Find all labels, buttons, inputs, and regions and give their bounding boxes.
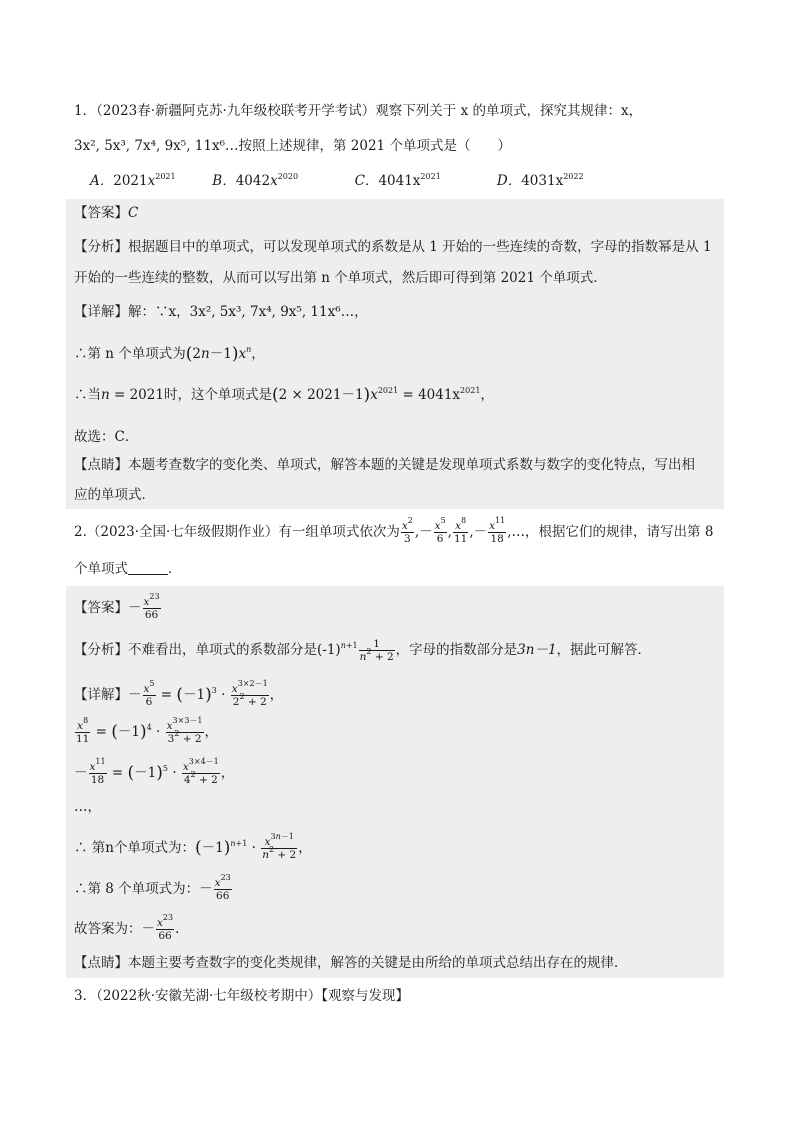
q1-analysis-line-2: 开始的一些连续的整数，从而可以写出第 n 个单项式，然后即可得到第 2021 个单项式． bbox=[74, 270, 607, 286]
q2-general-term: ∴ 第n个单项式为：$(-1)^{n+1}$ · $\frac{x^{3n-1}}{n^2 + 2}$ ， bbox=[74, 832, 312, 861]
answer-blank[interactable] bbox=[128, 560, 168, 575]
analysis-tag: 【分析】 bbox=[74, 239, 128, 255]
q2-eighth-term: ∴第 8 个单项式为：－ $\frac{x^{23}}{66}$ bbox=[74, 873, 231, 902]
q2-stem-line-2: 个单项式 ． bbox=[74, 561, 182, 577]
answer-tag: 【答案】 bbox=[74, 600, 128, 616]
q1-stem-line-1: 1．（2023春·新疆阿克苏·九年级校联考开学考试）观察下列关于 x 的单项式，探究其规律：x， bbox=[74, 103, 643, 119]
q1-detail-line-4: 故选：C． bbox=[74, 429, 139, 445]
q1-comment-line-2: 应的单项式． bbox=[74, 487, 155, 503]
comment-tag: 【点睛】 bbox=[74, 955, 128, 971]
q2-answer: 【答案】－ $\frac{x^{23}}{66}$ bbox=[74, 592, 160, 621]
q1-option-a[interactable]: A．$2021x^{2021}$ bbox=[90, 172, 176, 189]
answer-tag: 【答案】 bbox=[74, 205, 128, 221]
comment-tag: 【点睛】 bbox=[74, 457, 128, 473]
q1-comment-line-1: 【点睛】本题考查数字的变化类、单项式，解答本题的关键是发现单项式系数与数字的变化特点，写出相 bbox=[74, 457, 695, 473]
q2-final-answer: 故答案为：－ $\frac{x^{23}}{66}$ ． bbox=[74, 913, 189, 942]
q1-analysis-line-1: 【分析】根据题目中的单项式，可以发现单项式的系数是从 1 开始的一些连续的奇数，字母的指数幂是从 1 bbox=[74, 239, 712, 255]
detail-tag: 【详解】 bbox=[74, 304, 128, 320]
q1-n-equals: n = 2021 bbox=[101, 387, 164, 403]
q2-stem-line-1: 2.（2023·全国·七年级假期作业）有一组单项式依次为 $\frac{x^2}{3}$ ,－ $\frac{x^5}{6}$ , $\frac{x^8}{11}$ ,－ $\frac{x^{11}}{18}$ ,…，根据它们的规律，请写出第 8 bbox=[74, 516, 714, 545]
q1-result-expr: $(2 \times 2021-1)x^{2021} = 4041x^{2021}$ bbox=[271, 385, 481, 405]
q1-option-c[interactable]: C．$4041x^{2021}$ bbox=[354, 172, 441, 189]
q2-comment: 【点睛】本题主要考查数字的变化类规律，解答的关键是由所给的单项式总结出存在的规律． bbox=[74, 955, 628, 971]
q1-options bbox=[90, 171, 740, 191]
q1-detail-line-2: ∴第 n 个单项式为$(2n-1)x^n$， bbox=[74, 344, 265, 364]
q1-option-d[interactable]: D．$4031x^{2022}$ bbox=[496, 172, 584, 189]
q1-option-b[interactable]: B．$4042x^{2020}$ bbox=[212, 172, 299, 189]
q1-detail-line-1: 【详解】解：∵x，3x², 5x³, 7x⁴, 9x⁵, 11x⁶…， bbox=[74, 304, 368, 320]
q2-detail-line-1: 【详解】－ $\frac{x^5}{6}$ = $(-1)^3$ · $\frac{x^{3\times 2-1}}{2^2 + 2}$ ， bbox=[74, 679, 284, 708]
q2-sequence: $\frac{x^2}{3}$ ,－ $\frac{x^5}{6}$ , $\frac{x^8}{11}$ ,－ $\frac{x^{11}}{18}$ ,… bbox=[401, 516, 526, 545]
q2-detail-line-2: $\frac{x^8}{11}$ = $(-1)^4$ · $\frac{x^{3\times 3-1}}{3^2 + 2}$ ， bbox=[76, 716, 219, 745]
detail-tag: 【详解】 bbox=[74, 687, 128, 703]
q3-stem-line-1: 3．（2022秋·安徽芜湖·七年级校考期中）【观察与发现】 bbox=[74, 988, 410, 1004]
q2-detail-line-3: － $\frac{x^{11}}{18}$ = $(-1)^5$ · $\frac{x^{3\times 4-1}}{4^2 + 2}$ ， bbox=[74, 757, 235, 786]
q1-stem-line-2 bbox=[74, 136, 724, 156]
q1-answer: 【答案】C bbox=[74, 205, 139, 221]
analysis-tag: 【分析】 bbox=[74, 642, 128, 658]
q1-sequence: 3x², 5x³, 7x⁴, 9x⁵, 11x⁶ bbox=[74, 138, 225, 154]
q2-detail-ellipsis: …， bbox=[74, 799, 101, 815]
q2-analysis: 【分析】不难看出，单项式的系数部分是$(-1)^{n+1}$ $\frac{1}{n^2 + 2}$ ，字母的指数部分是3n－1，据此可解答． bbox=[74, 638, 652, 663]
q1-stem-tail: …按照上述规律，第 2021 个单项式是（ ） bbox=[225, 138, 511, 154]
q2-coef-expr: $(-1)^{n+1}$ $\frac{1}{n^2 + 2}$ bbox=[317, 638, 394, 663]
q1-detail-line-3: ∴当n = 2021时，这个单项式是$(2 \times 2021-1)x^{2021} = 4041x^{2021}$， bbox=[74, 385, 494, 405]
q1-general-term: $(2n-1)x^n$ bbox=[185, 344, 252, 364]
